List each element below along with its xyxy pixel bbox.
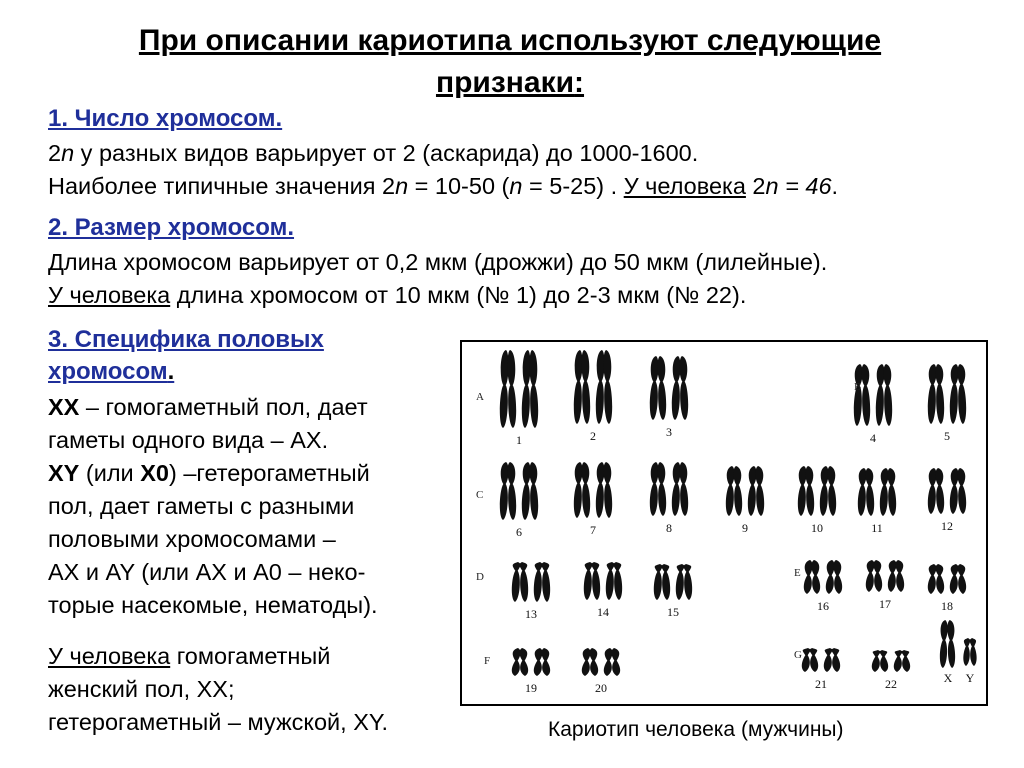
chromosome: [500, 350, 516, 428]
chromosome: [820, 466, 836, 516]
chromosome: [522, 350, 538, 428]
section-1-line-1: 2n у разных видов варьирует от 2 (аскарида) до 1000-1600.: [48, 140, 699, 166]
slide-title: При описании кариотипа используют следующие признаки:: [138, 24, 882, 99]
chromosome-label-x: X: [943, 671, 953, 685]
chromosome-pair-1: [500, 350, 538, 428]
chromosome-label-15: 15: [667, 605, 679, 619]
karyotype-image: [462, 342, 986, 704]
chromosome: [654, 564, 670, 600]
chromosome: [582, 648, 598, 676]
chromosome-pair-17: [866, 560, 904, 592]
chromosome: [512, 562, 528, 602]
chromosome-label-11: 11: [871, 521, 883, 535]
section-1-line-2: Наиболее типичные значения 2n = 10-50 (n = 5-25) . У человека 2n = 46.: [48, 173, 839, 199]
chromosome-label-22: 22: [885, 677, 897, 691]
chromosome: [894, 650, 910, 672]
chromosome: [500, 462, 516, 520]
chromosome-pair-21: [802, 648, 840, 672]
chromosome-x: [940, 620, 955, 668]
chromosome: [824, 648, 840, 672]
chromosome-label-19: 19: [525, 681, 537, 695]
human-line-1: У человека гомогаметный: [48, 643, 331, 669]
chromosome-pair-3: [650, 356, 688, 420]
chromosome-label-3: 3: [666, 425, 672, 439]
karyotype-figure: [460, 340, 988, 706]
group-label-D: D: [476, 571, 484, 583]
section-3-line-7: торые насекомые, нематоды).: [48, 592, 378, 618]
chromosome-pair-11: [858, 468, 896, 516]
group-label-G: G: [794, 649, 802, 661]
chromosome-label-8: 8: [666, 521, 672, 535]
group-label-B: B: [854, 381, 862, 393]
chromosome-set: [500, 350, 977, 676]
chromosome: [950, 468, 966, 514]
sex-chromosomes: [940, 620, 977, 668]
section-3-line-2: гаметы одного вида – AX.: [48, 427, 329, 453]
chromosome: [672, 462, 688, 516]
chromosome-pair-10: [798, 466, 836, 516]
chromosome: [858, 468, 874, 516]
chromosome: [606, 562, 622, 600]
section-2-heading: 2. Размер хромосом.: [48, 214, 295, 241]
chromosome: [726, 466, 742, 516]
group-label-E: E: [794, 567, 801, 579]
chromosome: [574, 350, 590, 424]
chromosome-pair-4: [854, 364, 892, 426]
section-3-heading-line-2: хромосом.: [48, 358, 175, 385]
chromosome-y: [963, 638, 976, 666]
chromosome: [534, 648, 550, 676]
group-label-A: A: [476, 391, 484, 403]
chromosome-pair-13: [512, 562, 550, 602]
chromosome: [522, 462, 538, 520]
chromosome-label-16: 16: [817, 599, 829, 613]
chromosome-label-5: 5: [944, 429, 950, 443]
chromosome: [584, 562, 600, 600]
section-3-line-4: пол, дает гаметы с разными: [48, 493, 355, 519]
chromosome: [574, 462, 590, 518]
chromosome-label-17: 17: [879, 597, 891, 611]
group-label-F: F: [484, 655, 491, 667]
chromosome-label-2: 2: [590, 429, 596, 443]
chromosome: [888, 560, 904, 592]
chromosome: [676, 564, 692, 600]
chromosome-label-9: 9: [742, 521, 748, 535]
chromosome-pair-12: [928, 468, 966, 514]
chromosome: [650, 356, 666, 420]
chromosome: [596, 462, 612, 518]
group-label-C: C: [476, 489, 484, 501]
chromosome-pair-2: [574, 350, 612, 424]
chromosome-label-4: 4: [870, 431, 876, 445]
chromosome: [604, 648, 620, 676]
human-line-2: женский пол, XX;: [48, 676, 235, 702]
chromosome-label-12: 12: [941, 519, 953, 533]
chromosome: [802, 648, 818, 672]
section-3-line-6: AX и AY (или AX и A0 – неко-: [48, 559, 366, 585]
chromosome-label-1: 1: [516, 433, 522, 447]
chromosome: [950, 564, 966, 594]
karyotype-caption: Кариотип человека (мужчины): [548, 718, 844, 741]
chromosome-label-10: 10: [811, 521, 823, 535]
chromosome: [872, 650, 888, 672]
section-3-line-3: XY (или X0) –гетерогаметный: [48, 460, 370, 486]
chromosome: [866, 560, 882, 592]
chromosome: [596, 350, 612, 424]
chromosome-label-6: 6: [516, 525, 522, 539]
chromosome-pair-8: [650, 462, 688, 516]
chromosome-pair-5: [928, 364, 966, 424]
chromosome-pair-7: [574, 462, 612, 518]
chromosome-pair-19: [512, 648, 550, 676]
chromosome-label-18: 18: [941, 599, 953, 613]
chromosome: [950, 364, 966, 424]
section-2-line-1: Длина хромосом варьирует от 0,2 мкм (дрожжи) до 50 мкм (лилейные).: [48, 249, 828, 275]
section-3-heading-line-1: 3. Специфика половых: [48, 326, 324, 353]
chromosome: [854, 364, 870, 426]
chromosome-pair-9: [726, 466, 764, 516]
chromosome: [880, 468, 896, 516]
chromosome-pair-18: [928, 564, 966, 594]
chromosome: [798, 466, 814, 516]
chromosome-label-14: 14: [597, 605, 609, 619]
chromosome-pair-22: [872, 650, 910, 672]
chromosome: [804, 560, 820, 594]
chromosome-pair-6: [500, 462, 538, 520]
chromosome: [748, 466, 764, 516]
chromosome-label-13: 13: [525, 607, 537, 621]
section-2-line-2: У человека длина хромосом от 10 мкм (№ 1) до 2-3 мкм (№ 22).: [48, 282, 747, 308]
chromosome: [876, 364, 892, 426]
human-line-3: гетерогаметный – мужской, XY.: [48, 709, 389, 735]
chromosome: [928, 468, 944, 514]
chromosome-label-y: Y: [965, 671, 975, 685]
chromosome-label-20: 20: [595, 681, 607, 695]
chromosome: [928, 564, 944, 594]
chromosome-pair-16: [804, 560, 842, 594]
chromosome: [534, 562, 550, 602]
chromosome-pair-14: [584, 562, 622, 600]
section-3-line-5: половыми хромосомами –: [48, 526, 336, 552]
chromosome-pair-20: [582, 648, 620, 676]
chromosome: [826, 560, 842, 594]
chromosome-pair-15: [654, 564, 692, 600]
section-1-heading: 1. Число хромосом.: [48, 105, 283, 132]
chromosome: [512, 648, 528, 676]
section-3-line-1: XX – гомогаметный пол, дает: [48, 394, 368, 420]
chromosome: [672, 356, 688, 420]
chromosome-label-21: 21: [815, 677, 827, 691]
chromosome: [928, 364, 944, 424]
chromosome: [650, 462, 666, 516]
chromosome-label-7: 7: [590, 523, 596, 537]
